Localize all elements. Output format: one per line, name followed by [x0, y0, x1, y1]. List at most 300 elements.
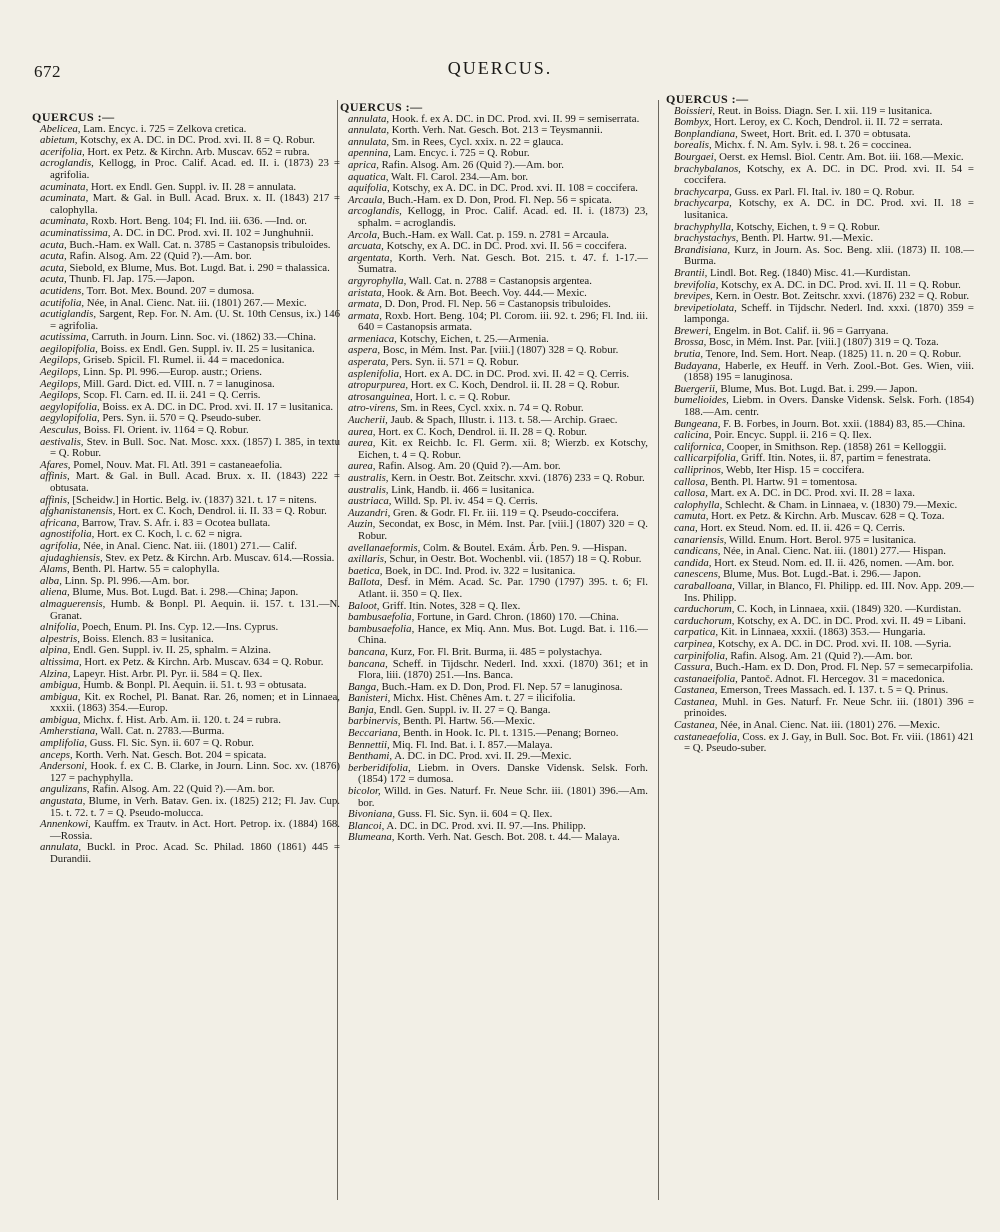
entry-reference: Blume, in Verh. Batav. Gen. ix. (1825) 212; Fl. Jav. Cup. 15. t. 72. t. 7 = Q. Pseudo-molucca.	[50, 795, 340, 819]
entry-reference: Kit. ex Reichb. Ic. Fl. Germ. xii. 8; Wierzb. ex Kotschy, Eichen, t. 4 = Q. Robur.	[358, 437, 648, 461]
entry-name: acuta,	[40, 273, 67, 286]
entry-name: brevipetiolata,	[674, 301, 737, 314]
index-entry	[32, 819, 340, 842]
entry-name: callicarpifolia,	[674, 452, 739, 465]
entry-reference: Kotschy, ex A. DC. in DC. Prod. xvi. II. 108. —Syria.	[715, 637, 952, 650]
entry-reference: Villar, in Blanco, Fl. Philipp. ed. III. Nov. App. 209.—Ins. Philipp.	[684, 579, 974, 604]
entry-name: atro-virens,	[348, 402, 398, 415]
entry-reference: Mill. Gard. Dict. ed. VIII. n. 7 = lanuginosa.	[80, 377, 275, 390]
entry-name: Baloot,	[348, 599, 380, 612]
entry-name: californica,	[674, 440, 725, 453]
entry-reference: Hance, ex Miq. Ann. Mus. Bot. Lugd. Bat. i. 116.—China.	[358, 622, 648, 647]
entry-name: aquifolia,	[348, 182, 390, 195]
entry-name: alnifolia,	[40, 621, 80, 634]
entry-name: canescens,	[674, 568, 721, 581]
entry-name: brachystachys,	[674, 232, 739, 245]
entry-name: armata,	[348, 298, 382, 311]
entry-reference: Kauffm. ex Trautv. in Act. Hort. Petrop. ix. (1884) 168.—Rossia.	[50, 818, 340, 842]
entry-reference: Stev. ex Petz. & Kirchn. Arb. Muscav. 614.—Rossia.	[102, 551, 335, 564]
entry-reference: Miq. Fl. Ind. Bat. i. I. 857.—Malaya.	[389, 738, 553, 751]
entry-name: bambusaefolia,	[348, 611, 415, 624]
entry-reference: Carruth. in Journ. Linn. Soc. vi. (1862) 33.—China.	[88, 331, 316, 344]
entry-name: Beccariana,	[348, 727, 401, 740]
entry-reference: Tenore, Ind. Sem. Hort. Neap. (1825) 11. n. 20 = Q. Robur.	[703, 348, 962, 361]
entry-reference: Colm. & Boutel. Exám. Árb. Pen. 9. —Hispan.	[420, 541, 627, 554]
entry-name: aquatica,	[348, 170, 389, 183]
entry-reference: Née, in Anal. Cienc. Nat. iii. (1801) 277.— Hispan.	[720, 545, 946, 558]
entry-reference: Pantoč. Adnot. Fl. Hercegov. 31 = macedonica.	[737, 672, 945, 685]
entry-name: acuminata,	[40, 215, 89, 228]
entry-reference: Barrow, Trav. S. Afr. i. 83 = Ocotea bullata.	[79, 516, 271, 529]
entry-name: Auzandri,	[348, 506, 391, 519]
running-header: QUERCUS.	[447, 58, 553, 78]
entry-reference: Lindl. Bot. Reg. (1840) Misc. 41.—Kurdistan.	[707, 266, 911, 279]
entry-reference: Rafin. Alsog. Am. 21 (Quid ?).—Am. bor.	[727, 649, 913, 662]
entry-reference: Kellogg, in Proc. Calif. Acad. ed. II. i. (1873) 23 = agrifolia.	[50, 157, 340, 181]
entry-name: Blancoi,	[348, 819, 385, 832]
entry-reference: Pomel, Nouv. Mat. Fl. Atl. 391 = castaneaefolia.	[70, 458, 283, 471]
entry-reference: Boek, in DC. Ind. Prod. iv. 322 = lusitanica.	[382, 564, 576, 577]
entry-reference: Rafin. Alsog. Am. 20 (Quid ?).—Am. bor.	[375, 460, 561, 473]
entry-reference: Griseb. Spicil. Fl. Rumel. ii. 44 = macedonica.	[80, 354, 285, 367]
entry-reference: Emerson, Trees Massach. ed. I. 137. t. 5 = Q. Prinus.	[717, 684, 949, 697]
entry-reference: Née, in Anal. Cienc. Nat. iii. (1801) 271.— Calif.	[80, 539, 297, 552]
entry-reference: Kurz, in Journ. As. Soc. Beng. xlii. (1873) II. 108.—Burma.	[684, 243, 974, 268]
entry-reference: Sm. in Rees, Cycl. xxix. n. 74 = Q. Robur.	[397, 402, 584, 415]
entry-name: Aesculus,	[40, 424, 82, 437]
entry-name: acuta,	[40, 250, 67, 263]
entry-reference: Desf. in Mém. Acad. Sc. Par. 1790 (1797) 395. t. 6; Fl. Atlant. ii. 350 = Q. Ilex.	[358, 576, 648, 600]
entry-name: Banisteri,	[348, 692, 391, 705]
entry-name: Castanea,	[674, 684, 718, 697]
entry-reference: Buch.-Ham. ex Wall. Cat. p. 159. n. 2781 = Arcaula.	[379, 228, 609, 241]
entry-reference: Kotschy, ex A. DC. in DC. Prod. xvi. II. 49 = Libani.	[734, 614, 966, 627]
entry-name: berberidifolia,	[348, 761, 411, 774]
entry-name: australis,	[348, 483, 389, 496]
entry-reference: Kern. in Oestr. Bot. Zeitschr. xxvi. (1876) 232 = Q. Robur.	[712, 290, 970, 303]
entry-reference: Pers. Syn. ii. 570 = Q. Pseudo-suber.	[99, 412, 262, 425]
entry-name: avellanaeformis,	[348, 541, 421, 554]
entry-name: Cassura,	[674, 661, 713, 674]
entry-reference: Lapeyr. Hist. Arbr. Pl. Pyr. ii. 584 = Q. Ilex.	[70, 667, 263, 680]
entry-reference: Hort. ex Petz. & Kirchn. Arb. Muscav. 628 = Q. Toza.	[708, 510, 945, 523]
entry-name: candicans,	[674, 545, 721, 558]
entry-name: Amherstiana,	[40, 725, 98, 738]
entry-name: bicolor,	[348, 785, 381, 798]
index-entry	[32, 796, 340, 819]
entry-reference: Walt. Fl. Carol. 234.—Am. bor.	[388, 170, 529, 183]
index-columns	[28, 94, 988, 1214]
entry-reference: Benth. in Hook. Ic. Pl. t. 1315.—Penang; Borneo.	[400, 727, 619, 740]
entry-reference: Linn. Sp. Pl. 996.—Am. bor.	[61, 574, 190, 587]
entry-name: bancana,	[348, 645, 388, 658]
entry-name: ambigua,	[40, 690, 81, 703]
entry-name: borealis,	[674, 139, 712, 152]
entry-reference: Poech, Enum. Pl. Ins. Cyp. 12.—Ins. Cyprus.	[79, 621, 279, 634]
entry-reference: Pers. Syn. ii. 571 = Q. Robur.	[388, 356, 519, 369]
entry-name: annulata,	[348, 124, 390, 137]
entry-name: castanaeifolia,	[674, 672, 738, 685]
index-entry	[32, 193, 340, 216]
entry-name: atrosanguinea,	[348, 390, 413, 403]
entry-reference: Kotschy, ex A. DC. in DC. Prod. xvi. II. 56 = coccifera.	[383, 240, 627, 253]
entry-reference: Wall. Cat. n. 2788 = Castanopsis argentea.	[406, 274, 592, 287]
entry-name: angustata,	[40, 795, 86, 808]
entry-name: callosa,	[674, 475, 708, 488]
entry-name: acuminata,	[40, 180, 89, 193]
entry-reference: Lam. Encyc. i. 725 = Zelkova cretica.	[80, 122, 247, 135]
index-entry	[32, 471, 340, 494]
entry-reference: Blume, Mus. Bot. Lugd.-Bat. i. 296.— Japon.	[720, 568, 922, 581]
index-entry	[340, 832, 648, 844]
entry-reference: Kurz, For. Fl. Brit. Burma, ii. 485 = polystachya.	[387, 645, 603, 658]
entry-reference: A. DC. in DC. Prod. xvi. II. 29.—Mexic.	[392, 750, 572, 763]
index-entry	[32, 158, 340, 181]
entry-name: Annenkowi,	[40, 818, 91, 831]
entry-name: brevifolia,	[674, 278, 719, 291]
entry-reference: Korth. Verh. Nat. Gesch. Bot. 213 = Teysmannii.	[389, 124, 603, 137]
index-entry	[666, 361, 974, 384]
entry-reference: Sm. in Rees, Cycl. xxix. n. 22 = glauca.	[389, 135, 564, 148]
entry-name: angulizans,	[40, 783, 90, 796]
entry-name: Alams,	[40, 563, 70, 576]
entry-name: carduchorum,	[674, 603, 735, 616]
entry-reference: Hort. ex Steud. Nom. ed. II. ii. 426 = Q. Cerris.	[697, 521, 905, 534]
entry-reference: Endl. Gen. Suppl. iv. II. 25, sphalm. = Alzina.	[70, 644, 271, 657]
entry-name: brachybalanos,	[674, 162, 741, 175]
entry-reference: Hort. ex A. DC. in DC. Prod. xvi. II. 42 = Q. Cerris.	[401, 367, 630, 380]
entry-reference: Willd. Sp. Pl. iv. 454 = Q. Cerris.	[391, 495, 538, 508]
index-entry	[32, 761, 340, 784]
entry-reference: Rafin. Alsog. Am. 22 (Quid ?).—Am. bor.	[66, 250, 252, 263]
entry-name: aspera,	[348, 344, 381, 357]
entry-name: Bombyx,	[674, 116, 712, 129]
entry-name: Bonplandiana,	[674, 127, 738, 140]
entry-name: agnostifolia,	[40, 528, 95, 541]
index-entry	[32, 309, 340, 332]
index-entry	[340, 659, 648, 682]
entry-reference: Hook. f. ex A. DC. in DC. Prod. xvi. II. 99 = semiserrata.	[389, 112, 640, 125]
entry-reference: Guss. Fl. Sic. Syn. ii. 604 = Q. Ilex.	[395, 808, 553, 821]
entry-name: arcuata,	[348, 240, 384, 253]
column-divider	[658, 100, 659, 1200]
entry-name: Buergerii,	[674, 382, 718, 395]
index-entry	[340, 763, 648, 786]
entry-name: aegilopifolia,	[40, 342, 98, 355]
entry-reference: Schlecht. & Cham. in Linnaea, v. (1830) 79.—Mexic.	[722, 498, 958, 511]
entry-reference: Schur, in Oestr. Bot. Wochenbl. vii. (1857) 18 = Q. Robur.	[386, 553, 642, 566]
entry-reference: Muhl. in Ges. Naturf. Fr. Neue Schr. iii. (1801) 396 = prinoides.	[684, 695, 974, 720]
entry-name: carpinifolia,	[674, 649, 728, 662]
entry-name: argyrophylla,	[348, 274, 407, 287]
column-3	[666, 94, 974, 1214]
entry-reference: Willd. Enum. Hort. Berol. 975 = lusitanica.	[726, 533, 917, 546]
entry-reference: Korth. Verh. Nat. Gesch. Bot. 208. t. 44.— Malaya.	[394, 831, 620, 844]
entry-reference: Michx. Hist. Chênes Am. t. 27 = ilicifolia.	[390, 692, 576, 705]
entry-reference: A. DC. in DC. Prod. xvi. II. 97.—Ins. Philipp.	[384, 819, 586, 832]
entry-name: acroglandis,	[40, 157, 94, 170]
entry-name: aurea,	[348, 437, 376, 450]
entry-name: Alzina,	[40, 667, 71, 680]
entry-reference: Humb. & Bonpl. Pl. Aequin. ii. 51. t. 93 = obtusata.	[80, 679, 307, 692]
entry-reference: Rafin. Alsog. Am. 22 (Quid ?).—Am. bor.	[89, 783, 275, 796]
entry-reference: Stev. in Bull. Soc. Nat. Mosc. xxx. (1857) I. 385, in textu = Q. Robur.	[50, 435, 340, 460]
index-entry	[32, 842, 340, 865]
column-heading: QUERCUS :—	[340, 102, 423, 114]
entry-name: Aucherii,	[348, 414, 388, 427]
index-entry	[666, 198, 974, 221]
entry-reference: Roxb. Hort. Beng. 104; Fl. Ind. iii. 636. —Ind. or.	[88, 215, 307, 228]
entry-name: brachyphylla,	[674, 220, 734, 233]
entry-name: callosa,	[674, 487, 708, 500]
entry-reference: Humb. & Bonpl. Pl. Aequin. ii. 157. t. 131.—N. Granat.	[50, 597, 340, 622]
entry-reference: Bosc, in Mém. Inst. Par. [viii.] (1807) 319 = Q. Toza.	[706, 336, 939, 349]
entry-name: acerifolia,	[40, 145, 85, 158]
entry-name: calliprinos,	[674, 464, 724, 476]
entry-name: Blumeana,	[348, 831, 395, 844]
entry-name: Banga,	[348, 680, 379, 693]
entry-name: castaneaefolia,	[674, 730, 740, 743]
entry-name: affinis,	[40, 493, 70, 506]
index-entry	[340, 206, 648, 229]
entry-reference: Hort. ex Petz. & Kirchn. Arb. Muscav. 652 = rubra.	[84, 145, 310, 158]
entry-reference: Rafin. Alsog. Am. 26 (Quid ?).—Am. bor.	[378, 158, 564, 171]
entry-reference: Kotschy, ex A. DC. in DC. Prod. xvi. II. 108 = coccifera.	[389, 182, 638, 195]
entry-reference: Endl. Gen. Suppl. iv. II. 27 = Q. Banga.	[376, 703, 551, 716]
entry-name: candida,	[674, 556, 712, 569]
entry-reference: Hook. & Arn. Bot. Beech. Voy. 444.— Mexic.	[384, 286, 587, 299]
entry-name: Bennettii,	[348, 738, 390, 751]
entry-reference: D. Don, Prod. Fl. Nep. 56 = Castanopsis tribuloides.	[381, 298, 611, 311]
entry-name: ajudaghiensis,	[40, 551, 103, 564]
entry-name: bumelioides,	[674, 394, 729, 407]
entry-reference: Hort. ex Endl. Gen. Suppl. iv. II. 28 = annulata.	[88, 180, 297, 193]
entry-reference: Secondat, ex Bosc, in Mém. Inst. Par. [viii.] (1807) 320 = Q. Robur.	[358, 518, 648, 542]
entry-name: Ballota,	[348, 576, 383, 589]
entry-name: carpinea,	[674, 637, 716, 650]
index-entry	[32, 599, 340, 622]
entry-name: affinis,	[40, 470, 70, 483]
column-1	[32, 112, 340, 1232]
entry-reference: Guss. ex Parl. Fl. Ital. iv. 180 = Q. Robur.	[731, 185, 915, 198]
entry-reference: Hort. ex C. Koch, Dendrol. ii. II. 28 = Q. Robur.	[408, 379, 620, 392]
entry-reference: [Scheidw.] in Hortic. Belg. iv. (1837) 321. t. 17 = nitens.	[69, 493, 317, 506]
entry-reference: Hort. ex C. Koch, Dendrol. ii. II. 28 = Q. Robur.	[375, 425, 588, 438]
entry-reference: Torr. Bot. Mex. Bound. 207 = dumosa.	[84, 284, 255, 297]
entry-reference: Boiss. ex A. DC. in DC. Prod. xvi. II. 17 = lusitanica.	[99, 400, 334, 413]
entry-reference: Hort. l. c. = Q. Robur.	[412, 390, 511, 403]
entry-reference: Liebm. in Overs. Danske Vidensk. Selsk. Forh. (1854) 188.—Am. centr.	[684, 394, 974, 419]
entry-reference: Michx. f. Hist. Arb. Am. ii. 120. t. 24 = rubra.	[80, 713, 281, 726]
entry-name: Banja,	[348, 703, 377, 716]
entry-name: bancana,	[348, 657, 388, 670]
entry-name: amplifolia,	[40, 737, 88, 750]
entry-name: brevipes,	[674, 290, 713, 303]
entry-name: Bivoniana,	[348, 808, 396, 821]
entry-reference: Bosc, in Mém. Inst. Par. [viii.] (1807) 328 = Q. Robur.	[380, 344, 619, 357]
entry-reference: Kit. ex Rochel, Pl. Banat. Rar. 26, nomen; et in Linnaea, xxxii. (1863) 354.—Europ.	[50, 690, 340, 715]
entry-name: cana,	[674, 521, 698, 534]
entry-reference: Sweet, Hort. Brit. ed. I. 370 = obtusata.	[737, 127, 911, 140]
index-entry	[340, 577, 648, 600]
entry-name: Aegilops,	[40, 354, 81, 367]
entry-name: canariensis,	[674, 533, 727, 546]
entry-reference: Benth. Pl. Hartw. 56.—Mexic.	[400, 715, 536, 728]
entry-name: alpina,	[40, 644, 71, 657]
index-entry	[666, 245, 974, 268]
entry-name: Bungeana,	[674, 417, 721, 430]
entry-reference: Griff. Itin. Notes, 328 = Q. Ilex.	[379, 599, 521, 612]
index-entry	[666, 732, 974, 755]
entry-name: acuta,	[40, 261, 67, 274]
index-entry	[666, 581, 974, 604]
entry-reference: Michx. f. N. Am. Sylv. i. 98. t. 26 = coccinea.	[711, 139, 912, 152]
entry-name: acutiglandis,	[40, 308, 97, 321]
entry-name: ambigua,	[40, 713, 81, 726]
entry-name: alba,	[40, 574, 62, 587]
entry-reference: Mart. & Gal. in Bull. Acad. Brux. x. II. (1843) 217 = calophylla.	[50, 192, 340, 216]
index-entry	[32, 437, 340, 460]
entry-reference: Mart. ex A. DC. in DC. Prod. xvi. II. 28 = laxa.	[707, 487, 915, 500]
entry-name: Brossa,	[674, 336, 707, 349]
entry-reference: Siebold, ex Blume, Mus. Bot. Lugd. Bat. i. 290 = thalassica.	[66, 261, 330, 274]
entry-name: Budayana,	[674, 359, 721, 372]
entry-name: abietum,	[40, 134, 78, 147]
entry-reference: Boiss. Elench. 83 = lusitanica.	[79, 632, 214, 645]
entry-name: armata,	[348, 309, 382, 322]
entry-name: austriaca,	[348, 495, 392, 508]
entry-name: barbinervis,	[348, 715, 401, 728]
entry-reference: Scheff. in Tijdschr. Nederl. Ind. xxxi. (1870) 359 = lamponga.	[684, 301, 974, 326]
entry-name: aliena,	[40, 586, 70, 599]
entry-reference: Kotschy, ex A. DC. in DC. Prod. xvi. II. 54 = coccifera.	[684, 162, 974, 187]
entry-name: acutissima,	[40, 331, 89, 344]
entry-reference: Link, Handb. ii. 466 = lusitanica.	[388, 483, 535, 496]
entry-reference: Hook. f. ex C. B. Clarke, in Journ. Linn. Soc. xv. (1876) 127 = pachyphylla.	[50, 760, 340, 784]
entry-name: aprica,	[348, 158, 379, 171]
entry-name: annulata,	[348, 135, 390, 148]
index-entry	[340, 438, 648, 461]
entry-name: australis,	[348, 472, 389, 484]
entry-name: baetica,	[348, 564, 383, 577]
entry-name: acuminatissima,	[40, 226, 111, 239]
entry-name: carpatica,	[674, 626, 719, 639]
entry-reference: Lam. Encyc. i. 725 = Q. Robur.	[390, 147, 530, 160]
entry-reference: Hort. ex C. Koch, l. c. 62 = nigra.	[94, 528, 243, 541]
entry-name: arcoglandis,	[348, 205, 402, 218]
entry-reference: Kotschy, ex A. DC. in DC. Prod. xvi. II. 18 = lusitanica.	[684, 197, 974, 221]
entry-reference: Benth. Pl. Hartw. 55 = calophylla.	[69, 563, 220, 576]
entry-name: Boissieri,	[674, 104, 716, 117]
entry-name: Aegilops,	[40, 377, 81, 390]
entry-reference: Benth. Pl. Hartw. 91.—Mexic.	[738, 232, 874, 245]
entry-name: acutidens,	[40, 284, 85, 297]
entry-name: camuta,	[674, 510, 709, 523]
entry-name: Aegilops,	[40, 389, 81, 402]
column-heading: QUERCUS :—	[32, 112, 115, 124]
entry-reference: Née, in Anal. Cienc. Nat. iii. (1801) 267.— Mexic.	[84, 296, 307, 309]
entry-name: aegylopifolia,	[40, 400, 100, 413]
entry-name: atropurpurea,	[348, 379, 409, 392]
entry-reference: Boiss. Fl. Orient. iv. 1164 = Q. Robur.	[81, 424, 249, 437]
entry-name: asperata,	[348, 356, 389, 369]
entry-name: anceps,	[40, 748, 73, 761]
entry-reference: Scheff. in Tijdschr. Nederl. Ind. xxxi. (1870) 361; et in Flora, liii. (1870) 251.—Ins. Banca.	[358, 657, 648, 682]
index-entry	[340, 519, 648, 542]
entry-reference: Buch.-Ham. ex D. Don, Prod. Fl. Nep. 57 = lanuginosa.	[378, 680, 623, 693]
entry-reference: Gren. & Godr. Fl. Fr. iii. 119 = Q. Pseudo-coccifera.	[390, 506, 619, 519]
entry-name: Abelicea,	[40, 122, 81, 135]
entry-reference: Kotschy, ex A. DC. in DC. Prod. xvi. II. 8 = Q. Robur.	[77, 134, 316, 147]
entry-reference: Linn. Sp. Pl. 996.—Europ. austr.; Oriens.	[80, 366, 262, 379]
entry-reference: Kotschy, Eichen, t. 9 = Q. Robur.	[733, 220, 881, 233]
entry-name: acuta,	[40, 238, 67, 251]
entry-name: bambusaefolia,	[348, 622, 415, 635]
entry-name: brachycarpa,	[674, 185, 732, 198]
entry-reference: Reut. in Boiss. Diagn. Ser. I. xii. 119 = lusitanica.	[715, 104, 933, 117]
entry-name: Auzin,	[348, 518, 376, 531]
entry-reference: Haberle, ex Heuff. in Verh. Zool.-Bot. Ges. Wien, viii. (1858) 195 = lanuginosa.	[684, 359, 974, 384]
entry-name: Castanea,	[674, 695, 718, 708]
entry-reference: Griff. Itin. Notes, ii. 87, partim = fenestrata.	[738, 452, 931, 465]
entry-reference: Thunb. Fl. Jap. 175.—Japon.	[66, 273, 195, 286]
entry-name: asplenifolia,	[348, 367, 402, 380]
entry-name: agrifolia,	[40, 539, 81, 552]
entry-reference: Jaub. & Spach, Illustr. i. 113. t. 58.— Archip. Graec.	[387, 414, 618, 427]
entry-reference: A. DC. in DC. Prod. xvi. II. 102 = Junghuhnii.	[110, 226, 314, 239]
entry-reference: F. B. Forbes, in Journ. Bot. xxii. (1884) 83, 85.—China.	[720, 417, 966, 430]
entry-name: africana,	[40, 516, 80, 529]
entry-reference: Blume, Mus. Bot. Lugd. Bat. i. 299.— Japon.	[717, 382, 918, 395]
entry-reference: Hort. ex Petz. & Kirchn. Arb. Muscav. 634 = Q. Robur.	[81, 655, 324, 668]
index-entry	[666, 303, 974, 326]
entry-name: Andersoni,	[40, 760, 88, 773]
entry-reference: Blume, Mus. Bot. Lugd. Bat. i. 298.—China; Japon.	[69, 586, 299, 599]
index-entry	[340, 253, 648, 276]
entry-name: calicina,	[674, 429, 712, 442]
entry-reference: Buch.-Ham. ex D. Don, Prod. Fl. Nep. 57 = semecarpifolia.	[712, 661, 974, 674]
entry-reference: Liebm. in Overs. Danske Vidensk. Selsk. Forh. (1854) 172 = dumosa.	[358, 761, 648, 786]
entry-reference: Boiss. ex Endl. Gen. Suppl. iv. II. 25 = lusitanica.	[97, 342, 315, 355]
entry-reference: Kern. in Oestr. Bot. Zeitschr. xxvi. (1876) 233 = Q. Robur.	[388, 472, 645, 484]
entry-name: aestivalis,	[40, 435, 84, 448]
entry-name: ambigua,	[40, 679, 81, 692]
entry-reference: Scop. Fl. Carn. ed. II. ii. 241 = Q. Cerris.	[80, 389, 261, 402]
entry-reference: Guss. Fl. Sic. Syn. ii. 607 = Q. Robur.	[87, 737, 254, 750]
entry-name: aegylopifolia,	[40, 412, 100, 425]
entry-name: Benthami,	[348, 750, 393, 763]
index-entry	[666, 697, 974, 720]
entry-name: aristata,	[348, 286, 385, 299]
entry-name: Arcola,	[348, 228, 380, 241]
entry-name: Breweri,	[674, 324, 712, 337]
entry-name: calophylla,	[674, 498, 723, 511]
entry-reference: Webb, Iter Hisp. 15 = coccifera.	[723, 464, 865, 476]
entry-reference: Hort. Leroy, ex C. Koch, Dendrol. ii. II. 72 = serrata.	[711, 116, 943, 129]
entry-reference: Korth. Verh. Nat. Gesch. Bot. 215. t. 47. f. 1-17.—Sumatra.	[358, 251, 648, 276]
column-heading: QUERCUS :—	[666, 94, 749, 106]
entry-reference: Oerst. ex Hemsl. Biol. Centr. Am. Bot. iii. 168.—Mexic.	[716, 150, 964, 163]
entry-reference: Poir. Encyc. Suppl. ii. 216 = Q. Ilex.	[711, 429, 872, 442]
entry-reference: Hort. ex C. Koch, Dendrol. ii. II. 33 = Q. Robur.	[115, 505, 327, 518]
entry-name: aurea,	[348, 460, 376, 473]
entry-name: brutia,	[674, 348, 704, 361]
entry-reference: Korth. Verh. Nat. Gesch. Bot. 204 = spicata.	[72, 748, 267, 761]
entry-reference: Willd. in Ges. Naturf. Fr. Neue Schr. iii. (1801) 396.—Am. bor.	[358, 785, 648, 809]
entry-name: brachycarpa,	[674, 197, 732, 210]
entry-name: annulata,	[40, 841, 82, 854]
entry-name: altissima,	[40, 655, 82, 668]
